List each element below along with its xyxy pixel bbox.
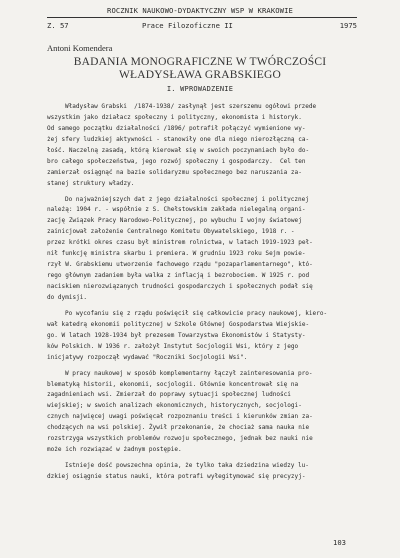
text-line: Do najważniejszych dat z jego działalności społecznej i politycznej bbox=[65, 195, 309, 203]
text-line: zagadnieniach wsi. Zmierzał do poprawy sytuacji społecznej ludności bbox=[47, 391, 291, 399]
paragraph bbox=[47, 102, 362, 190]
text-line: bro całego społeczeństwa, jego rozwój społeczny i gospodarczy. Cel ten bbox=[47, 157, 306, 165]
text-line: W pracy naukowej w sposób komplementarny łączył zainteresowania pro- bbox=[65, 369, 313, 377]
text-line: Po wycofaniu się z rządu poświęcił się całkowicie pracy naukowej, kiero- bbox=[65, 309, 328, 317]
title-line: WŁADYSŁAWA GRABSKIEGO bbox=[118, 69, 282, 81]
text-line: go. W latach 1928-1934 był prezesem Towarzystwa Ekonomistów i Statysty- bbox=[47, 331, 306, 339]
text-line: do dymisji. bbox=[47, 293, 88, 301]
page-number: 103 bbox=[333, 538, 346, 547]
text-line: ków Polskich. W 1936 r. założył Instytut Socjologii Wsi, który z jego bbox=[47, 342, 299, 350]
text-line: wszystkim jako działacz społeczny i polityczny, ekonomista i historyk. bbox=[47, 113, 302, 121]
section-heading: I. WPROWADZENIE bbox=[166, 85, 234, 93]
text-line: może ich rozwiązać w żadnym postępie. bbox=[47, 446, 182, 454]
publication-year: 1975 bbox=[339, 21, 357, 30]
paragraph bbox=[47, 461, 362, 483]
title-line: BADANIA MONOGRAFICZNE W TWÓRCZOŚCI bbox=[73, 56, 327, 68]
text-line: naciskiem nierozwiązanych trudności gospodarczych i społecznych podał się bbox=[47, 283, 313, 290]
text-line: chodzących na wsi polskiej. Żywił przekonanie, że chociaż sama nauka nie bbox=[47, 424, 310, 432]
text-line: wał katedrą ekonomii politycznej w Szkole Głównej Gospodarstwa Wiejskie- bbox=[47, 320, 310, 328]
text-line: żej sfery ludzkiej aktywności - stanowiły one dla niego nierozłączną ca- bbox=[47, 135, 310, 143]
text-line: należą: 1904 r. - współnie z S. Chełstowskim zakłada nielegalną organi- bbox=[47, 206, 306, 214]
text-line: rozstrzyga wszystkich problemów rozwoju społecznego, jednak bez nauki nie bbox=[47, 435, 313, 443]
text-line: wiejskiej; w swoich analizach ekonomicznych, historycznych, socjologi- bbox=[47, 402, 302, 410]
text-line: inicjatywy rozpoczął wydawać "Roczniki Socjologii Wsi". bbox=[47, 353, 248, 361]
text-line: rego głównym zadaniem była walka z inflacją i bezrobociem. W 1925 r. pod bbox=[47, 272, 310, 280]
text-line: nił funkcję ministra skarbu i premiera. W grudniu 1923 roku Sejm powie- bbox=[47, 250, 306, 258]
text-line: rzył W. Grabskiemu utworzenie fachowego rządu "pozaparlamentarnego", któ- bbox=[47, 261, 313, 269]
text-line: zację Związek Pracy Narodowo-Politycznej, po wybuchu I wojny światowej bbox=[47, 217, 302, 225]
text-line: stanej struktury władzy. bbox=[47, 179, 135, 187]
volume-number: Z. 57 bbox=[47, 21, 69, 30]
author-name: Antoni Komendera bbox=[47, 43, 113, 53]
text-line: zainicjował założenie Centralnego Komitetu Obywatelskiego, 1918 r. - bbox=[47, 228, 295, 236]
running-title: ROCZNIK NAUKOWO-DYDAKTYCZNY WSP W KRAKOWIE bbox=[107, 6, 293, 15]
paragraph bbox=[47, 309, 362, 364]
body-text bbox=[47, 102, 362, 483]
text-line: blematyką historii, ekonomii, socjologii. Głównie koncentrował się na bbox=[47, 380, 299, 388]
paragraph bbox=[47, 369, 362, 457]
header-rule bbox=[47, 17, 357, 18]
article-title bbox=[0, 56, 400, 82]
text-line: dzkiej osiągnie status nauki, która potrafi wyłegitymować się precyzyj- bbox=[47, 473, 306, 480]
text-line: cznych najwięcej uwagi poświęcał rozpoznaniu treści i kierunków zmian za- bbox=[47, 413, 313, 421]
text-line: Istnieje dość powszechna opinia, że tylko taka dziedzina wiedzy lu- bbox=[65, 462, 309, 470]
text-line: Władysław Grabski /1874-1938/ zasłynął jest szerszemu ogółowi przede bbox=[65, 103, 317, 110]
text-line: zamierzał osiągnąć na bazie solidaryzmu społecznego bez naruszania za- bbox=[47, 168, 302, 176]
paragraph bbox=[47, 195, 362, 304]
text-line: Od samego początku działalności /1896/ potrafił połączyć wymienione wy- bbox=[47, 124, 306, 132]
text-line: łość. Naczelną zasadą, którą kierował się w swoich poczynaniach było do- bbox=[47, 146, 310, 154]
text-line: przez krótki okres czasu był ministrem rolnictwa, w latach 1919-1923 peł- bbox=[47, 239, 313, 247]
series-name: Prace Filozoficzne II bbox=[142, 21, 233, 30]
